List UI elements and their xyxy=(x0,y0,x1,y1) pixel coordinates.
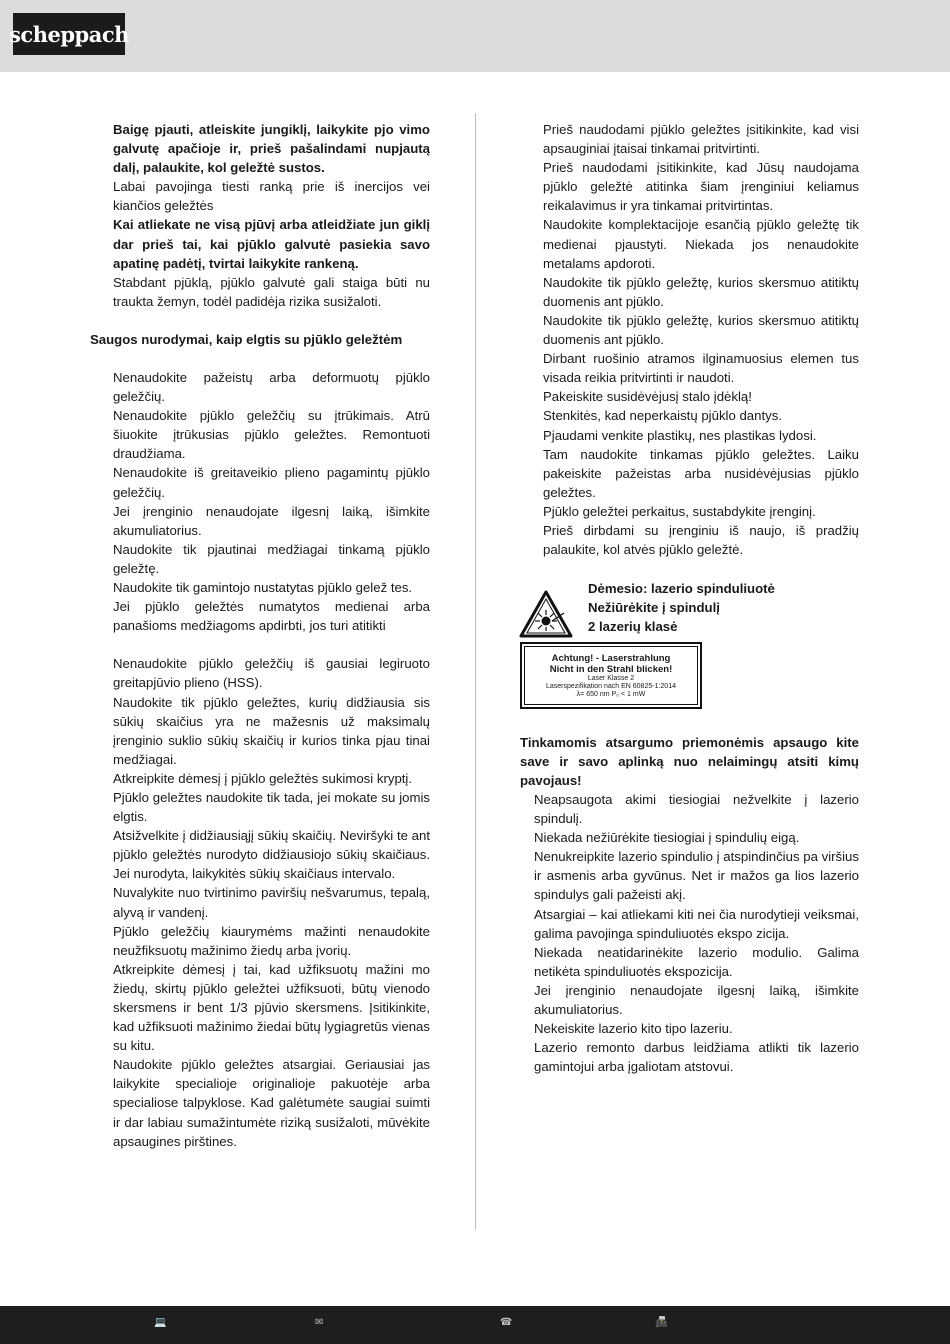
laser-label-line: Laserspezifikation nach EN 60825-1:2014 xyxy=(546,682,676,690)
list-item: Prieš naudodami pjūklo geležtes įsitikinkite, kad visi apsauginiai įtaisai tinkamai pritvirtinti. xyxy=(543,122,859,157)
laser-label-line: λ= 650 nm P₀ < 1 mW xyxy=(576,690,646,698)
page-header xyxy=(0,0,950,72)
list-item: Stenkitės, kad neperkaistų pjūklo dantys. xyxy=(543,408,782,424)
list-item: Jei įrenginio nenaudojate ilgesnį laiką, išimkite akumuliatorius. xyxy=(113,503,430,538)
paragraph: Stabdant pjūklą, pjūklo galvutė gali staiga būti nu traukta žemyn, todėl padidėja rizika susižaloti. xyxy=(113,274,430,309)
right-items xyxy=(543,120,859,559)
list-item: Neapsaugota akimi tiesiogiai nežvelkite į lazerio spindulį. xyxy=(534,792,859,827)
list-item: Naudokite tik pjūklo geležtę, kurios skersmuo atitiktų duomenis ant pjūklo. xyxy=(543,274,859,309)
page-footer xyxy=(0,1306,950,1344)
list-item: Prieš naudodami įsitikinkite, kad Jūsų naudojama pjūklo geležtė atitinka šiam įrenginiui keliamus reikalavimus ir yra tinkamai pritvirtintas. xyxy=(543,160,859,214)
warning-line: Nežiūrėkite į spindulį xyxy=(588,600,720,615)
left-items xyxy=(113,368,430,1151)
phone-icon: ☎ xyxy=(500,1317,513,1328)
list-item: Atkreipkite dėmesį į pjūklo geležtės sukimosi kryptį. xyxy=(113,770,413,786)
laser-label-line: Nicht in den Strahl blicken! xyxy=(549,663,673,675)
list-item: Naudokite tik pjūklo geležtę, kurios skersmuo atitiktų duomenis ant pjūklo. xyxy=(543,312,859,348)
list-item: Pjūklo geležtei perkaitus, sustabdykite įrenginį. xyxy=(543,503,816,519)
list-item: Naudokite pjūklo geležtes atsargiai. Geriausiai jas laikykite specialioje originalioje pakuotėje arba specialiose talpyklose. Kad galėtumėte saugiai suimti ir dar labiau sumažintumėte riziką susižaloti, mūvėkite apsaugines pirštines. xyxy=(113,1057,430,1149)
list-item: Atkreipkite dėmesį į tai, kad užfiksuotų mažini mo žiedų, skirtų pjūklo geležtei užfiksuoti, būtų vienodo skersmens ir bent 1/3 pjūvio skersmens. Įsitikinkite, kad užfiksuoti mažinimo žiedai būtų lygiagretūs vienas su kitu. xyxy=(113,961,430,1054)
laser-items xyxy=(534,790,859,1076)
left-intro xyxy=(113,120,430,311)
list-item: Pjūklo geležtes naudokite tik tada, jei mokate su jomis elgtis. xyxy=(113,789,430,825)
list-item: Tam naudokite tinkamas pjūklo geležtes. Laiku pakeiskite pažeistas arba nusidėvėjusias pjūklo geležtes. xyxy=(543,446,859,500)
list-item: Nenukreipkite lazerio spindulio į atspindinčius pa viršius ir asmenis arba gyvūnus. Net ir mažos ga lios lazerio spindulys gali pažeisti akį. xyxy=(534,849,859,903)
list-item: Naudokite tik gamintojo nustatytas pjūklo gelež tes. xyxy=(113,580,413,596)
list-item: Naudokite tik pjautinai medžiagai tinkamą pjūklo geležtę. xyxy=(113,541,430,576)
mail-icon: ✉ xyxy=(315,1317,324,1328)
paragraph: Baigę pjauti, atleiskite jungiklį, laikykite pjo vimo galvutę apačioje ir, prieš pašalindami nupjautą dalį, palaukite, kol geležtė sustos. xyxy=(113,122,430,176)
list-item: Atsargiai – kai atliekami kiti nei čia nurodytieji veiksmai, galima pavojinga spinduliuotės ekspo zicija. xyxy=(534,906,859,941)
protective-heading: Tinkamomis atsargumo priemonėmis apsaugo kite save ir savo aplinką nuo nelaimingų atsiti kimų pavojaus! xyxy=(520,735,859,789)
list-item: Nenaudokite pjūklo geležčių su įtrūkimais. Atrū šiuokite įtrūkusias pjūklo geležtes. Remontuoti draudžiama. xyxy=(113,408,430,462)
list-item: Niekada neatidarinėkite lazerio modulio. Galima netikėta spinduliuotės ekspozicija. xyxy=(534,944,859,979)
list-item: Nuvalykite nuo tvirtinimo paviršių nešvarumus, tepalą, alyvą ir vandenį. xyxy=(113,885,430,920)
list-item: Dirbant ruošinio atramos ilginamuosius elemen tus visada reikia pritvirtinti ir naudoti. xyxy=(543,351,859,386)
warning-line: 2 lazerių klasė xyxy=(588,619,678,634)
list-item: Naudokite tik pjūklo geležtes, kurių didžiausia sis sūkių skaičius yra ne mažesnis už maksimalų įrenginio suklio sūkių skaičių ir kurios tinka pjau tinai medžiagai. xyxy=(113,694,430,767)
scheppach-logo xyxy=(9,13,129,55)
list-item: Atsižvelkite į didžiausiąjį sūkių skaičių. Neviršyki te ant pjūklo geležtės nurodyto didžiausiojo sūkių skaičiaus. Jei nurodyta, laikykitės sūkių skaičiaus intervalo. xyxy=(113,828,430,882)
paragraph: Labai pavojinga tiesti ranką prie iš inercijos vei kiančios geležtės xyxy=(113,179,430,214)
section-heading: Saugos nurodymai, kaip elgtis su pjūklo geležtėm xyxy=(90,332,403,347)
warning-line: Dėmesio: lazerio spinduliuotė xyxy=(588,581,775,596)
list-item: Jei įrenginio nenaudojate ilgesnį laiką, išimkite akumuliatorius. xyxy=(534,982,859,1018)
list-item: Nekeiskite lazerio kito tipo lazeriu. xyxy=(534,1021,733,1037)
list-item: Pjūklo geležčių kiaurymėms mažinti nenaudokite neužfiksuotų mažinimo žiedų arba įvorių. xyxy=(113,923,430,958)
list-item: Prieš dirbdami su įrenginiu iš naujo, iš pradžių palaukite, kol atvės pjūklo geležtė. xyxy=(543,522,859,558)
list-item: Lazerio remonto darbus leidžiama atlikti tik lazerio gamintojui arba įgaliotam atstovui. xyxy=(534,1040,859,1075)
list-item: Naudokite komplektacijoje esančią pjūklo geležtę tik medienai pjaustyti. Niekada jos nenaudokite metalams apdoroti. xyxy=(543,217,859,271)
list-item: Nenaudokite pjūklo geležčių iš gausiai legiruoto greitapjūvio plieno (HSS). xyxy=(113,656,430,691)
laser-label-inner xyxy=(524,646,698,705)
list-item: Niekada nežiūrėkite tiesiogiai į spindulių eigą. xyxy=(534,830,800,846)
fax-icon: 📠 xyxy=(655,1317,668,1328)
laser-warning-text xyxy=(588,579,848,636)
laser-warning-icon xyxy=(519,590,573,638)
list-item: Jei pjūklo geležtės numatytos medienai arba panašioms medžiagoms apdirbti, jos turi atitikti xyxy=(113,599,430,634)
list-item: Nenaudokite pažeistų arba deformuotų pjūklo geležčių. xyxy=(113,370,430,405)
list-item: Pjaudami venkite plastikų, nes plastikas lydosi. xyxy=(543,427,817,443)
spacer xyxy=(113,635,430,654)
column-divider xyxy=(475,113,476,1230)
logo-text: scheppach xyxy=(9,21,129,47)
list-item: Nenaudokite iš greitaveikio plieno pagamintų pjūklo geležčių. xyxy=(113,465,430,500)
computer-icon: 💻 xyxy=(154,1317,167,1328)
laser-class-label xyxy=(520,642,702,709)
paragraph: Kai atliekate ne visą pjūvį arba atleidžiate jun giklį dar prieš tai, kai pjūklo galvutė pasiekia savo apatinę padėtį, tvirtai laikykite rankeną. xyxy=(113,217,430,271)
list-item: Pakeiskite susidėvėjusį stalo įdėklą! xyxy=(543,389,752,405)
laser-label-line: Achtung! - Laserstrahlung xyxy=(551,652,671,664)
laser-label-line: Laser Klasse 2 xyxy=(587,674,635,682)
